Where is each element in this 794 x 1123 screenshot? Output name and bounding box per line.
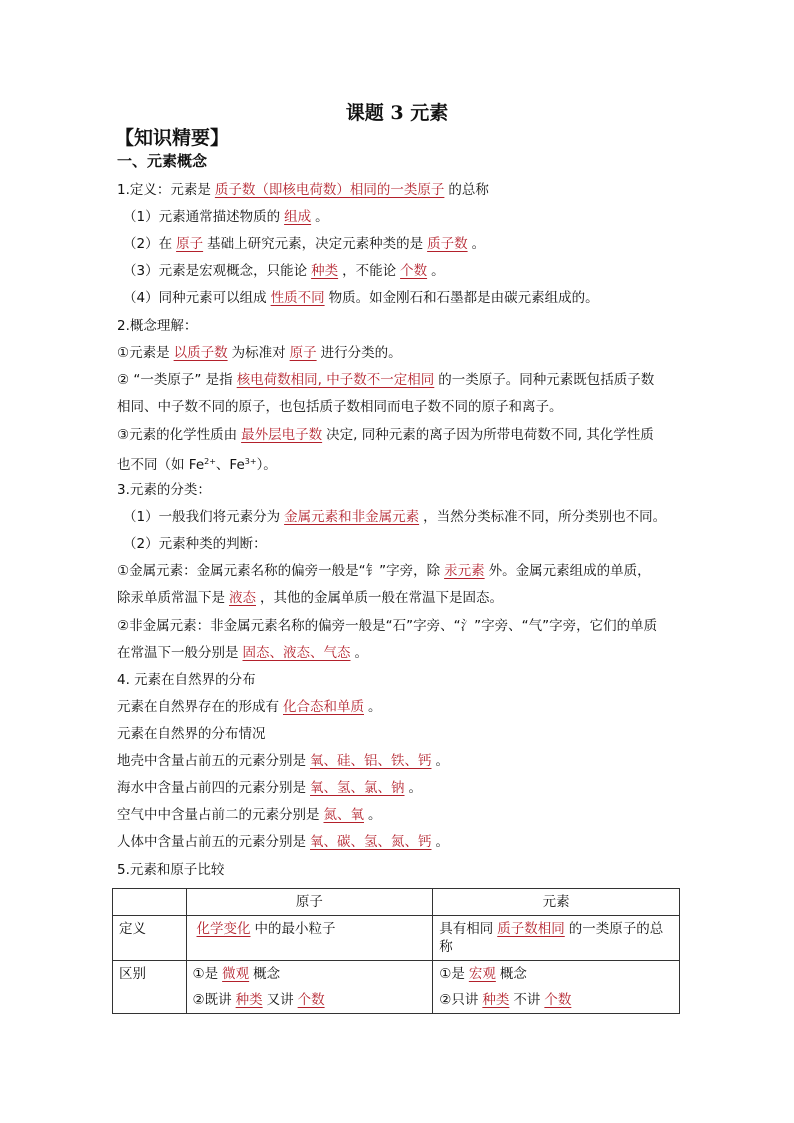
distribution-crust (117, 752, 449, 770)
nonmetal-line-cont (117, 644, 368, 662)
answer: 以质子数 (173, 345, 228, 361)
text: 元素在自然界存在的形成有 (117, 699, 279, 715)
cell-line (439, 991, 673, 1009)
text: 又讲 (266, 992, 294, 1008)
answer: 宏观 (468, 966, 496, 982)
answer: 原子 (176, 236, 204, 252)
answer: 氮、氧 (323, 807, 364, 823)
answer: 氧、氢、氯、钠 (310, 780, 405, 796)
answer: 化合态和单质 (283, 699, 364, 715)
text: 具有相同 (439, 921, 494, 937)
answer: 性质不同 (270, 290, 325, 306)
answer: 液态 (229, 590, 256, 606)
text: 物质。如金刚石和石墨都是由碳元素组成的。 (328, 290, 599, 306)
text: ）。 (256, 457, 277, 473)
concept-1 (117, 344, 402, 362)
text: （3）元素是宏观概念，只能论 (123, 263, 308, 279)
distribution-2: 元素在自然界的分布情况 (117, 726, 266, 742)
distribution-body (117, 833, 449, 851)
text: ②只讲 (439, 992, 479, 1008)
point-3 (123, 262, 445, 280)
text: 的总称 (448, 182, 489, 198)
concept-3 (117, 426, 654, 444)
cell-line (193, 965, 427, 983)
text: 进行分类的。 (320, 345, 402, 361)
text: 。 (435, 753, 449, 769)
compare-heading: 5.元素和原子比较 (117, 862, 225, 878)
text: ，当然分类标准不同，所分类别也不同。 (423, 509, 667, 525)
table-row (113, 889, 680, 916)
distribution-heading: 4. 元素在自然界的分布 (117, 672, 256, 688)
text: （1）一般我们将元素分为 (123, 509, 281, 525)
text: 的一类原子的总称 (439, 921, 664, 955)
class-2: （2）元素种类的判断： (123, 536, 267, 552)
text: （2）在 (123, 236, 173, 252)
text: ，其他的金属单质一般在常温下是固态。 (260, 590, 503, 606)
answer: 质子数（即核电荷数）相同的一类原子 (214, 182, 445, 198)
text: （4）同种元素可以组成 (123, 290, 267, 306)
answer: 组成 (284, 209, 312, 225)
text: ③元素的化学性质由 (117, 427, 238, 443)
answer: 质子数 (427, 236, 468, 252)
concept-3-cont (117, 453, 277, 474)
text: 的一类原子。同种元素既包括质子数 (438, 372, 655, 388)
point-2 (123, 235, 485, 253)
answer: 固态、液态、气态 (242, 645, 351, 661)
text: 。 (354, 645, 368, 661)
answer: 种类 (482, 992, 510, 1008)
concept-2-cont: 相同、中子数不同的原子，也包括质子数相同而电子数不同的原子和离子。 (117, 399, 563, 415)
answer: 种类 (235, 992, 263, 1008)
definition-line (117, 181, 489, 199)
text: 在常温下一般分别是 (117, 645, 239, 661)
text: ②既讲 (192, 992, 232, 1008)
nonmetal-line: ②非金属元素：非金属元素名称的偏旁一般是“石”字旁、“氵”字旁、“气”字旁，它们的单质 (117, 618, 658, 634)
text: 。 (408, 780, 422, 796)
text: ①是 (439, 966, 465, 982)
answer: 氧、硅、铝、铁、钙 (310, 753, 432, 769)
text: 基础上研究元素，决定元素种类的是 (207, 236, 424, 252)
table-cell (186, 961, 433, 1014)
answer: 个数 (544, 992, 572, 1008)
table-cell (113, 889, 187, 916)
text: 1.定义：元素是 (117, 182, 211, 198)
answer: 种类 (311, 263, 339, 279)
cell-line (439, 965, 673, 983)
answer: 金属元素和非金属元素 (284, 509, 420, 525)
answer: 微观 (222, 966, 250, 982)
concept-2 (117, 371, 654, 389)
table-row (113, 916, 680, 961)
text: 。 (431, 263, 445, 279)
part1-heading: 一、元素概念 (117, 152, 208, 170)
answer: 氧、碳、氢、氮、钙 (310, 834, 432, 850)
page-title: 课题 3 元素 (345, 102, 449, 124)
table-row (113, 961, 680, 1014)
text: 也不同（如 Fe (117, 457, 205, 473)
text: 。 (471, 236, 486, 252)
text: 中的最小粒子 (254, 921, 336, 937)
answer: 化学变化 (196, 921, 251, 937)
text: ② “一类原子” 是指 (117, 372, 233, 388)
text: 外。金属元素组成的单质， (488, 563, 651, 579)
section-header: 【知识精要】 (115, 127, 230, 149)
class-heading: 3.元素的分类： (117, 482, 211, 498)
metal-line (117, 562, 651, 580)
superscript: 2+ (204, 457, 216, 466)
metal-line-cont (117, 589, 503, 607)
answer: 最外层电子数 (241, 427, 323, 443)
header-atom: 原子 (186, 889, 433, 916)
point-1 (123, 208, 329, 226)
row-label: 区别 (113, 961, 187, 1014)
comparison-table (112, 888, 680, 1014)
text: 人体中含量占前五的元素分别是 (117, 834, 306, 850)
point-4 (123, 289, 599, 307)
answer: 个数 (297, 992, 325, 1008)
cell-line (193, 991, 427, 1009)
text: ①金属元素：金属元素名称的偏旁一般是“钅”字旁，除 (117, 563, 441, 579)
answer: 汞元素 (444, 563, 485, 579)
table-cell (433, 916, 680, 961)
table-cell (186, 916, 433, 961)
text: 。 (435, 834, 449, 850)
answer: 质子数相同 (497, 921, 565, 937)
text: 。 (315, 209, 329, 225)
class-1 (123, 508, 666, 526)
text: ，不能论 (342, 263, 397, 279)
text: ①元素是 (117, 345, 170, 361)
answer: 核电荷数相同, 中子数不一定相同 (236, 372, 435, 388)
text: 。 (368, 807, 382, 823)
text: 。 (368, 699, 382, 715)
text: （1）元素通常描述物质的 (123, 209, 281, 225)
distribution-seawater (117, 779, 422, 797)
text: 地壳中含量占前五的元素分别是 (117, 753, 306, 769)
answer: 原子 (289, 345, 317, 361)
distribution-air (117, 806, 382, 824)
text: 概念 (253, 966, 281, 982)
text: 决定, 同种元素的离子因为所带电荷数不同, 其化学性质 (326, 427, 654, 443)
distribution-1 (117, 698, 382, 716)
text: 除汞单质常温下是 (117, 590, 225, 606)
text: 不讲 (513, 992, 541, 1008)
text: 概念 (499, 966, 527, 982)
text: 为标准对 (231, 345, 286, 361)
superscript: 3+ (244, 457, 257, 466)
table-cell (433, 961, 680, 1014)
text: 海水中含量占前四的元素分别是 (117, 780, 306, 796)
concept-heading: 2.概念理解： (117, 318, 198, 334)
text: 、Fe (215, 457, 245, 473)
answer: 个数 (400, 263, 428, 279)
text: ①是 (192, 966, 219, 982)
text: 空气中中含量占前二的元素分别是 (117, 807, 320, 823)
row-label: 定义 (113, 916, 187, 961)
header-element: 元素 (433, 889, 680, 916)
